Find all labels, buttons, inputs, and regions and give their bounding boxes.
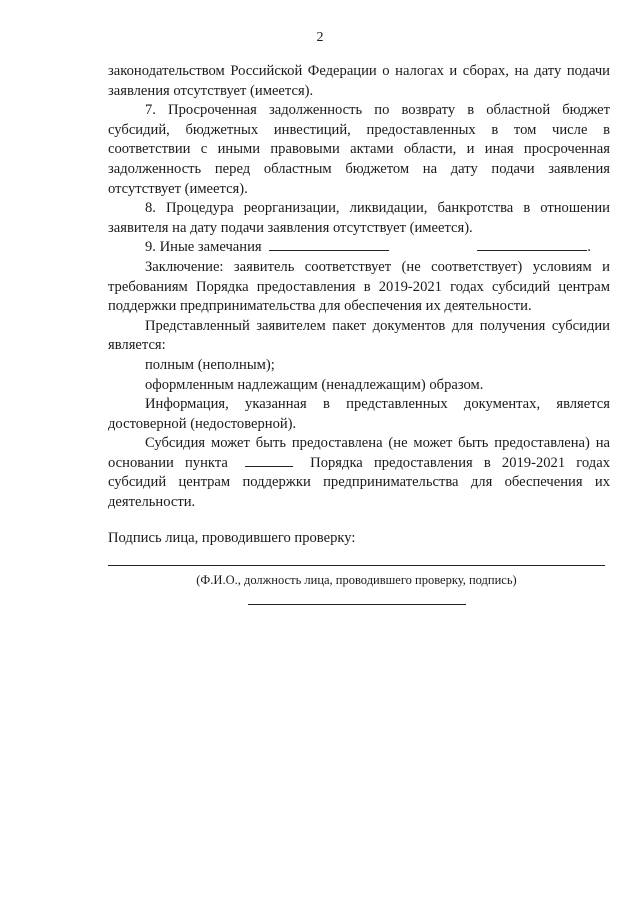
paragraph-7: 7. Просроченная задолженность по возврату в областной бюджет субсидий, бюджетных инвестиций, предоставленных в том числе в соответствии с иными правовыми актами области, и иная просроченная задолженность перед областным бюджетом на дату подачи заявления отсутствует (имеется). [108,102,610,197]
document-body [108,62,610,513]
page-number: 2 [316,30,324,45]
paragraph-info: Информация, указанная в представленных документах, является достоверной (недостоверной). [108,396,610,432]
paragraph-formatted: оформленным надлежащим (ненадлежащим) образом. [145,376,484,393]
signature-label: Подпись лица, проводившего проверку: [108,530,356,546]
remarks-blank-line-1 [269,238,389,251]
paragraph-subsidy-end: Порядка предоставления в 2019-2021 годах субсидий центрам поддержки предпринимательства для обеспечения их деятельности. [108,454,610,511]
paragraph-continuation: законодательством Российской Федерации о налогах и сборах, на дату подачи заявления отсутствует (имеется). [108,63,610,99]
signature-short-line [248,604,466,605]
signature-line [108,565,605,566]
paragraph-package: Представленный заявителем пакет документов для получения субсидии является: [108,317,610,354]
paragraph-subsidy [108,434,610,512]
remarks-gap [405,238,477,251]
paragraph-subsidy-start: Субсидия может быть предоставлена (не может быть предоставлена) на основании пункта [108,435,610,471]
remarks-blank-line-2 [477,238,587,251]
signature-caption: (Ф.И.О., должность лица, проводившего проверку, подпись) [196,573,517,587]
paragraph-8: 8. Процедура реорганизации, ликвидации, банкротства в отношении заявителя на дату подачи заявления отсутствует (имеется). [108,200,610,236]
paragraph-9-end: . [587,239,591,256]
paragraph-9 [108,238,610,258]
paragraph-full: полным (неполным); [145,356,275,373]
paragraph-9-label: 9. Иные замечания [145,239,262,256]
paragraph-conclusion: Заключение: заявитель соответствует (не соответствует) условиям и требованиям Порядка предоставления в 2019-2021 годах субсидий центрам поддержки предпринимательства для обеспечения их деятельности. [108,258,610,315]
clause-blank-line [245,454,293,467]
